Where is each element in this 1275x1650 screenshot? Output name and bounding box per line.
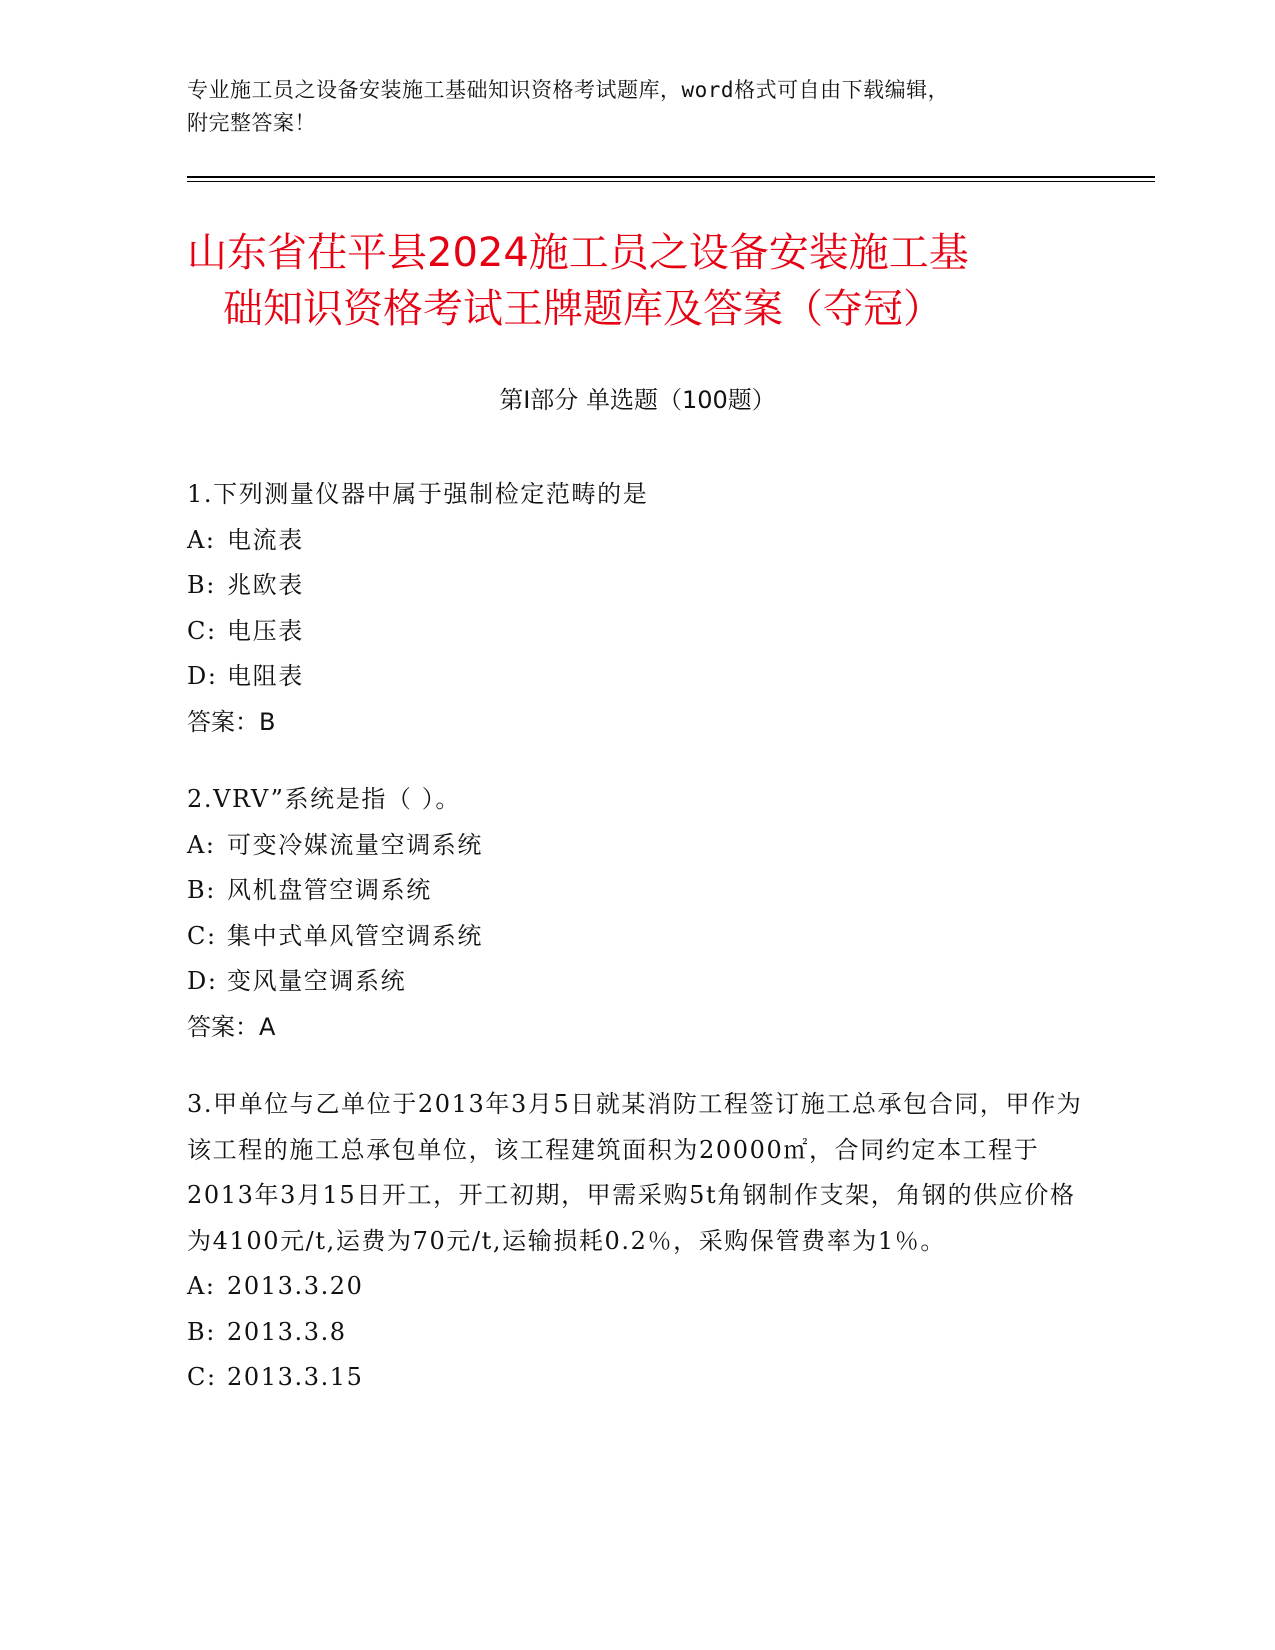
document-title-line-1: 山东省茌平县2024施工员之设备安装施工基 bbox=[187, 230, 969, 276]
option-letter: A: bbox=[187, 830, 216, 859]
question-option bbox=[187, 1310, 1087, 1356]
option-letter: C: bbox=[187, 1363, 217, 1391]
header-rule-thin bbox=[187, 181, 1155, 182]
option-letter: C: bbox=[187, 616, 217, 645]
option-letter: A: bbox=[187, 525, 216, 554]
option-letter: D: bbox=[187, 662, 218, 690]
question-option bbox=[187, 914, 1087, 960]
document-title-line-2: 础知识资格考试王牌题库及答案（夺冠） bbox=[223, 286, 943, 332]
option-letter: B: bbox=[187, 1317, 216, 1346]
question-stem: 1.下列测量仪器中属于强制检定范畴的是 bbox=[187, 480, 649, 508]
section-heading: 第Ⅰ部分 单选题（100题） bbox=[499, 386, 776, 414]
question-item bbox=[187, 1082, 1087, 1401]
option-text: 2013.3.20 bbox=[227, 1272, 364, 1300]
question-option bbox=[187, 959, 1087, 1005]
header-note-line-1: 专业施工员之设备安装施工基础知识资格考试题库，word格式可自由下载编辑， bbox=[187, 78, 950, 102]
question-option bbox=[187, 563, 1087, 609]
question-option bbox=[187, 609, 1087, 655]
option-letter: B: bbox=[187, 876, 216, 904]
header-note bbox=[187, 74, 1067, 140]
document-title bbox=[187, 225, 1087, 337]
question-answer: 答案：A bbox=[187, 1012, 276, 1041]
header-note-line-2: 附完整答案！ bbox=[187, 111, 316, 135]
question-list bbox=[187, 472, 1087, 1433]
question-option bbox=[187, 1355, 1087, 1401]
question-option bbox=[187, 823, 1087, 869]
option-letter: B: bbox=[187, 571, 216, 599]
option-text: 兆欧表 bbox=[227, 571, 304, 599]
option-text: 可变冷媒流量空调系统 bbox=[227, 830, 483, 859]
option-letter: D: bbox=[187, 967, 218, 995]
question-item bbox=[187, 777, 1087, 1050]
header-rule-thick bbox=[187, 176, 1155, 178]
question-stem: 2.VRV”系统是指（ ）。 bbox=[187, 785, 461, 813]
option-text: 2013.3.15 bbox=[227, 1363, 364, 1391]
option-text: 电压表 bbox=[227, 616, 304, 645]
option-text: 变风量空调系统 bbox=[227, 967, 407, 995]
option-text: 风机盘管空调系统 bbox=[227, 876, 432, 904]
option-letter: C: bbox=[187, 921, 217, 950]
question-option bbox=[187, 1264, 1087, 1310]
option-text: 集中式单风管空调系统 bbox=[227, 921, 483, 950]
option-letter: A: bbox=[187, 1272, 216, 1300]
option-text: 2013.3.8 bbox=[227, 1317, 347, 1346]
question-option bbox=[187, 654, 1087, 700]
question-stem: 3.甲单位与乙单位于2013年3月5日就某消防工程签订施工总承包合同，甲作为该工程的施工总承包单位，该工程建筑面积为20000㎡，合同约定本工程于2013年3月15日开工，开工初期，甲需采购5t角钢制作支架，角钢的供应价格为4100元/t,运费为70元/t,运输损耗0.2％，采购保管费率为1％。 bbox=[187, 1090, 1083, 1255]
option-text: 电流表 bbox=[227, 525, 304, 554]
question-answer: 答案：B bbox=[187, 707, 276, 736]
question-option bbox=[187, 518, 1087, 564]
question-item bbox=[187, 472, 1087, 745]
option-text: 电阻表 bbox=[227, 662, 304, 690]
question-option bbox=[187, 868, 1087, 914]
